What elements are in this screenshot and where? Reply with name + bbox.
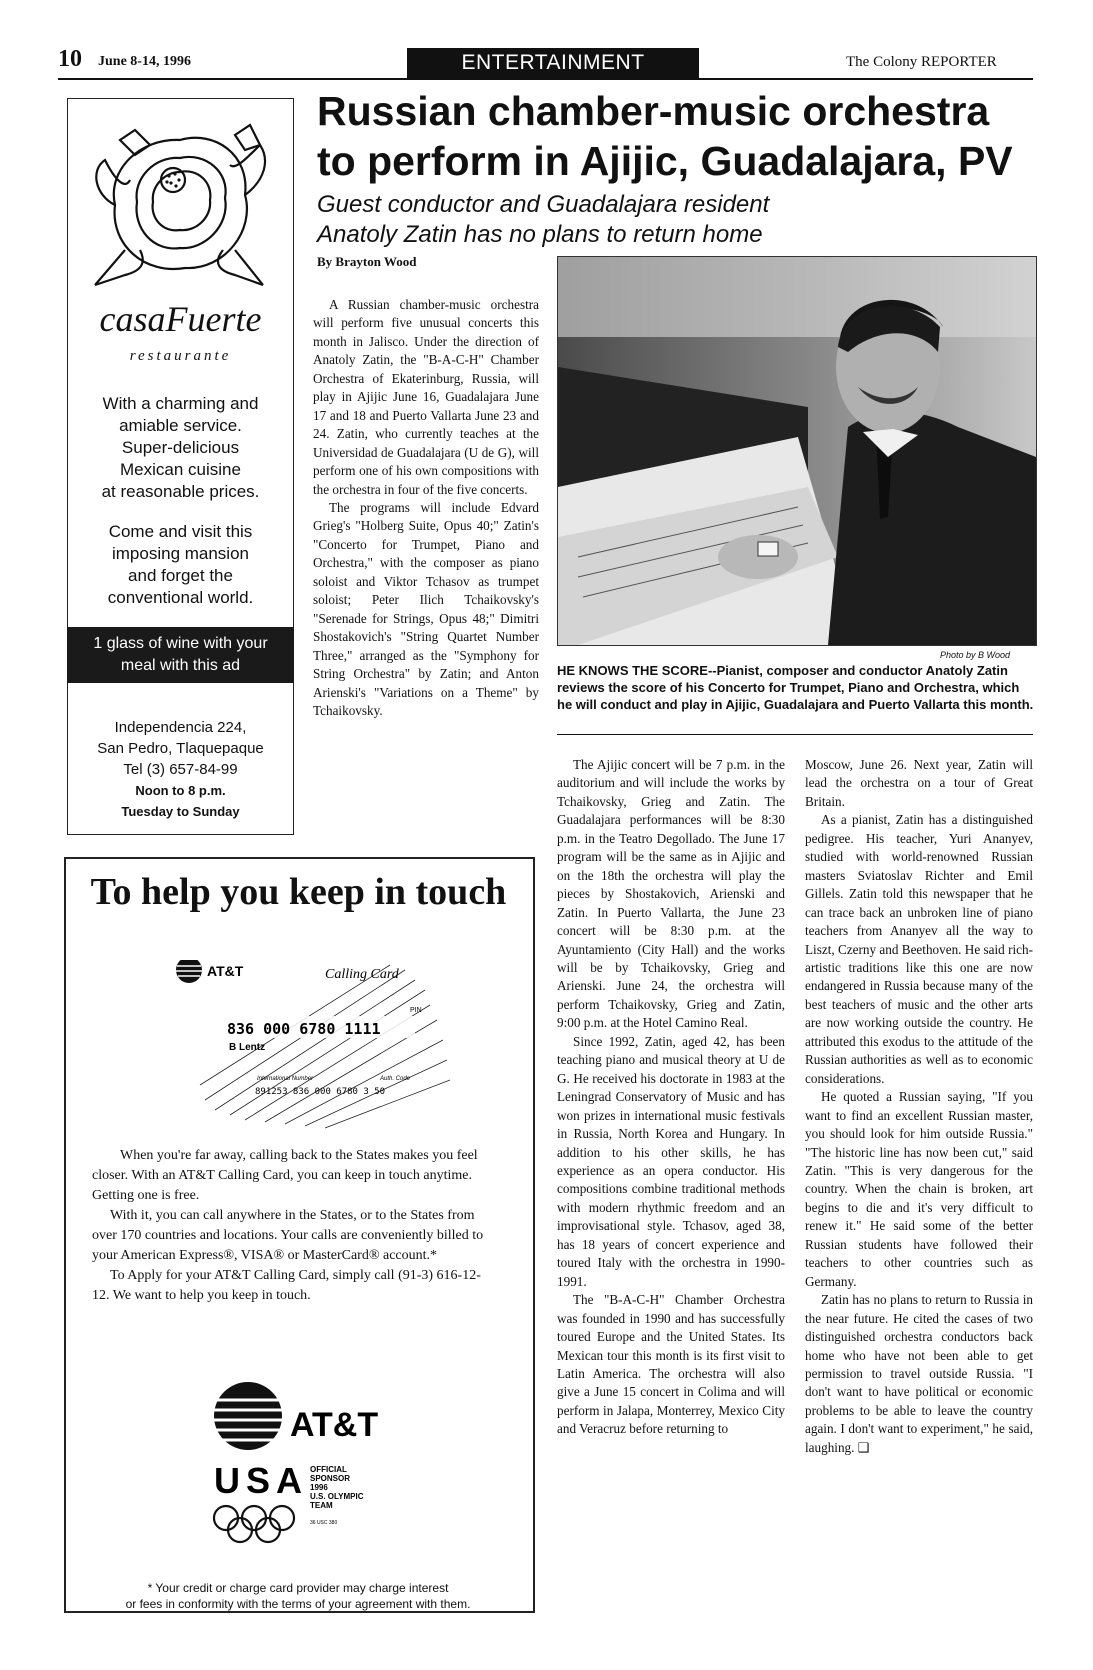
att-footnote [70,1580,526,1612]
restaurant-address [72,717,289,822]
card-number: 836 000 6780 1111 [227,1020,381,1038]
byline: By Brayton Wood [317,254,417,269]
phone-line: Tel (3) 657-84-99 [123,761,238,778]
header-rule [58,78,1033,80]
invite-line: imposing mansion [111,544,249,563]
att-logo-text: AT&T [290,1406,379,1444]
article-column-3 [805,756,1033,1457]
card-brand: AT&T [207,963,244,979]
days-line: Tuesday to Sunday [121,804,240,819]
restaurant-tagline [72,393,289,503]
paragraph: Zatin has no plans to return to Russia in the near future. He cited the cases of two distinguished orchestra conductors back home who have not been able to get permission to travel outside Russia. "I don't want to have political or economic problems to be able to leave the country again. I don't want to experiment," he said, laughing. ❑ [805,1292,1033,1455]
card-intl-label: International Number [257,1076,314,1082]
calling-card-illustration [175,960,455,1132]
paragraph: A Russian chamber-music orchestra will perform five unusual concerts this month in Jalisco. Under the direction of Anatoly Zatin, the "B-A-C-H" Chamber Orchestra of Ekaterinburg, Russia, will play in Ajijic June 16, Guadalajara June 17 and 18 and Puerto Vallarta June 23 and 24. Zatin, who currently teaches at the Universidad de Guadalajara (U de G), will perform one of his own compositions with the orchestra in four of the five concerts. [313,297,539,497]
sponsor-line: TEAM [310,1501,333,1510]
caption-rule [557,734,1033,735]
article-column-1 [313,296,539,720]
sponsor-line: SPONSOR [310,1474,351,1483]
restaurant-offer [67,627,294,683]
sponsor-line: U.S. OLYMPIC [310,1492,364,1501]
olympic-rings-icon [214,1506,294,1542]
rose-logo-icon [85,110,275,300]
paragraph: He quoted a Russian saying, "If you want to find an excellent Russian master, you should look for him outside Russia." "The historic line has now been cut," said Zatin. "This is very dangerous for the country. When the chain is broken, art begins to die and it's very difficult to renew it." He said some of the better Russian students have followed their teachers to other countries such as Germany. [805,1089,1033,1289]
paper-name: The Colony REPORTER [846,54,997,70]
headline-line-1: Russian chamber-music orchestra [317,88,990,134]
card-pin-label: PIN [410,1007,422,1014]
photo-credit: Photo by B Wood [940,650,1011,660]
tagline-line: Super-delicious [121,438,240,457]
tagline-line: amiable service. [119,416,242,435]
att-headline: To help you keep in touch [90,871,507,913]
issue-date: June 8-14, 1996 [98,54,191,69]
article-column-2 [557,756,785,1439]
invite-line: conventional world. [107,588,254,607]
att-paragraph: With it, you can call anywhere in the States, or to the States from over 170 countries and locations. Your calls are conveniently billed to your American Express®, VISA® or MasterCard® account.* [92,1208,484,1263]
restaurant-name: casaFuerte [99,299,262,339]
paragraph: The Ajijic concert will be 7 p.m. in the auditorium and will include the works by Tchaikovsky, Grieg and Zatin. The Guadalajara performances will be 8:30 p.m. in the Teatro Degollado. The June 17 program will be the same as in Ajijic and on the 18th the orchestra will play the pieces by Shostakovich, Arienski and Zatin. In Puerto Vallarta, the June 23 concert will be 8:30 p.m. at the Ayuntamiento (City Hall) and the works will be by Tchaikovsky, Grieg and Arienski. June 24, the orchestra will perform Tchaikovsky, Grieg and Zatin, 9:00 p.m. at the Hotel Camino Real. [557,757,785,1031]
headline [317,86,1047,186]
offer-line: meal with this ad [120,657,241,674]
paragraph: Since 1992, Zatin, aged 42, has been teaching piano and musical theory at U de G. He received his doctorate in 1983 at the Leningrad Conservatory of Music and has won prizes in international music festivals in Russia, North Korea and Hungary. In addition to his other skills, he has experience as an opera conductor. His compositions combine traditional methods with modern rhythmic freedom and an improvisational style. Tchasov, aged 38, has 18 years of concert experience and toured Italy with the orchestra in 1990-1991. [557,1033,785,1289]
invite-line: Come and visit this [108,522,253,541]
restaurant-invite [72,521,289,609]
att-paragraph: When you're far away, calling back to the States makes you feel closer. With an AT&T Calling Card, you can keep in touch anytime. Getting one is free. [92,1148,478,1203]
hours-line: Noon to 8 p.m. [135,783,226,798]
card-name: B Lentz [229,1042,266,1053]
footnote-line: * Your credit or charge card provider may charge interest [147,1581,449,1595]
paragraph: Moscow, June 26. Next year, Zatin will lead the orchestra on a tour of Great Britain. [805,757,1033,809]
tagline-line: With a charming and [102,394,259,413]
paragraph: The programs will include Edvard Grieg's "Holberg Suite, Opus 40;" Zatin's "Concerto for Trumpet, Piano and Orchestra," with the composer as piano soloist and Viktor Tchasov as trumpet soloist; Peter Ilich Tchaikovsky's "Serenade for Strings, Opus 48;" Dimitri Shostakovich's "String Quartet Number Three," arranged as the "Symphony for String Orchestra" by Zatin; and Anton Arienski's "Variations on a Theme" by Tchaikovsky. [313,499,539,718]
att-body [92,1146,492,1306]
card-intl-number: 891253 836 000 6780 3 50 [255,1087,386,1097]
subhead [317,190,967,250]
sponsor-line: 1996 [310,1483,328,1492]
att-paragraph: To Apply for your AT&T Calling Card, simply call (91-3) 616-12-12. We want to help you keep in touch. [92,1268,481,1303]
paragraph: As a pianist, Zatin has a distinguished pedigree. His teacher, Yuri Ananyev, studied with world-renowned Russian masters Sviatoslav Richter and Emil Gillels. Zatin told this newspaper that he can trace back an unbroken line of piano teachers from Ananyev all the way to Liszt, Czerny and Beethoven. He said rich-artistic traditions like this one are now endangered in Russia because many of the best teachers of music and the other arts are now working outside the country. He attributed this exodus to the attitude of the Russian authorities as well as to economic considerations. [805,812,1033,1086]
headline-line-2: to perform in Ajijic, Guadalajara, PV [317,138,1013,184]
paragraph: The "B-A-C-H" Chamber Orchestra was founded in 1990 and has successfully toured Europe and the United States. Its Mexican tour this month is its first visit to Latin America. The orchestra will also give a June 15 concert in Colima and will perform in Jalapa, Monterrey, Mexico City and Veracruz before returning to [557,1292,785,1437]
invite-line: and forget the [128,566,233,585]
card-label: Calling Card [325,967,399,982]
address-line: San Pedro, Tlaquepaque [97,740,264,757]
subhead-line-2: Anatoly Zatin has no plans to return home [317,221,763,248]
offer-line: 1 glass of wine with your [93,635,268,652]
usoc-mark: 36 USC 380 [310,1520,338,1526]
tagline-line: Mexican cuisine [120,460,241,479]
footnote-line: or fees in conformity with the terms of your agreement with them. [125,1597,471,1611]
section-banner: ENTERTAINMENT [407,48,699,78]
page-number: 10 [58,46,82,72]
photo-caption: HE KNOWS THE SCORE--Pianist, composer and conductor Anatoly Zatin reviews the score of his Concerto for Trumpet, Piano and Orchestra, which he will conduct and play in Ajijic, Guadalajara and Puerto Vallarta this month. [557,663,1034,712]
restaurant-subtitle: restaurante [129,348,232,364]
card-auth-label: Auth. Code [380,1076,411,1082]
address-line: Independencia 224, [114,719,247,736]
usa-text: USA [214,1460,309,1501]
tagline-line: at reasonable prices. [101,482,260,501]
sponsor-line: OFFICIAL [310,1465,347,1474]
att-olympic-logo [210,1378,410,1568]
subhead-line-1: Guest conductor and Guadalajara resident [317,191,770,218]
conductor-photo [557,256,1037,646]
